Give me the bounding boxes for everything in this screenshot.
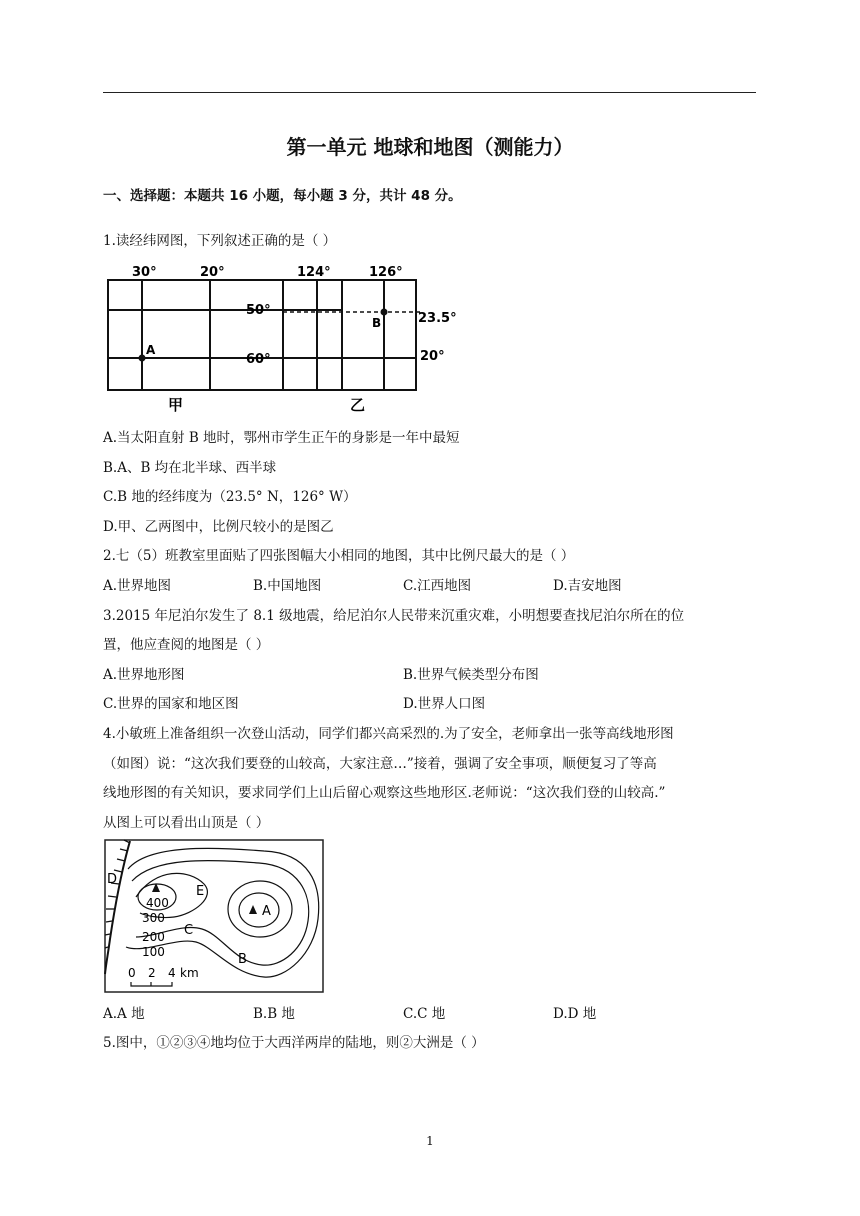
q5-stem: 5.图中，①②③④地均位于大西洋两岸的陆地，则②大洲是（ ）	[103, 1035, 485, 1051]
yi-caption: 乙	[350, 396, 366, 414]
q1-stem: 1.读经纬网图，下列叙述正确的是（ ）	[103, 233, 337, 249]
scale-unit: km	[180, 966, 199, 980]
point-a-dot	[139, 355, 146, 362]
q3-option-a: A.世界地形图	[103, 667, 185, 683]
q4-option-b: B.B 地	[253, 1006, 295, 1022]
contour-map-figure	[104, 839, 326, 995]
q1-option-b: B.A、B 均在北半球、西半球	[103, 460, 277, 476]
point-b-label-map: B	[238, 952, 247, 967]
q2-stem: 2.七（5）班教室里面贴了四张图幅大小相同的地图，其中比例尺最大的是（ ）	[103, 548, 575, 564]
contour-label-200: 200	[142, 930, 165, 944]
q2-option-c: C.江西地图	[403, 578, 472, 594]
q3-stem-line2: 置，他应查阅的地图是（ ）	[103, 637, 270, 653]
jia-caption: 甲	[168, 396, 184, 414]
contour-label-100: 100	[142, 945, 165, 959]
yi-lat-top: 23.5°	[418, 311, 457, 326]
q2-option-b: B.中国地图	[253, 578, 322, 594]
q2-option-d: D.吉安地图	[553, 578, 622, 594]
jia-lat-top: 50°	[246, 303, 271, 318]
page-number: 1	[426, 1134, 434, 1148]
q1-option-a: A.当太阳直射 B 地时，鄂州市学生正午的身影是一年中最短	[103, 430, 460, 446]
point-e-label-map: E	[196, 884, 205, 899]
point-b-label: B	[372, 316, 382, 330]
contour-label-300: 300	[142, 911, 165, 925]
q3-option-d: D.世界人口图	[403, 696, 486, 712]
jia-lon-right: 20°	[200, 265, 225, 280]
section-heading: 一、选择题：本题共 16 小题，每小题 3 分，共计 48 分。	[103, 188, 462, 204]
header-rule	[103, 92, 756, 93]
q4-stem-line3: 线地形图的有关知识，要求同学们上山后留心观察这些地形区.老师说：“这次我们登的山较高.”	[103, 785, 666, 801]
q1-option-c: C.B 地的经纬度为（23.5° N，126° W）	[103, 489, 357, 505]
q4-stem-line4: 从图上可以看出山顶是（ ）	[103, 815, 270, 831]
q4-option-a: A.A 地	[103, 1006, 145, 1022]
yi-lon-left: 124°	[297, 265, 331, 280]
point-d-label-map: D	[107, 872, 118, 887]
q3-option-c: C.世界的国家和地区图	[103, 696, 239, 712]
point-c-label-map: C	[184, 923, 194, 938]
contour-label-400: 400	[146, 896, 169, 910]
jia-lat-bottom: 60°	[246, 352, 271, 367]
point-a-label: A	[146, 343, 156, 357]
page-title: 第一单元 地球和地图（测能力）	[286, 135, 574, 159]
q3-option-b: B.世界气候类型分布图	[403, 667, 539, 683]
q1-option-d: D.甲、乙两图中，比例尺较小的是图乙	[103, 519, 334, 535]
q3-stem-line1: 3.2015 年尼泊尔发生了 8.1 级地震，给尼泊尔人民带来沉重灾难，小明想要查找尼泊尔所在的位	[103, 608, 685, 624]
scale-tick-4: 4	[168, 966, 176, 980]
point-b-dot	[381, 309, 388, 316]
q4-stem-line1: 4.小敏班上准备组织一次登山活动，同学们都兴高采烈的.为了安全，老师拿出一张等高线地形图	[103, 726, 674, 742]
q4-stem-line2: （如图）说：“这次我们要登的山较高，大家注意…”接着，强调了安全事项，顺便复习了等高	[103, 756, 657, 772]
yi-lon-right: 126°	[369, 265, 403, 280]
yi-lat-bottom: 20°	[420, 349, 445, 364]
scale-tick-2: 2	[148, 966, 156, 980]
q1-latlon-figure	[100, 262, 470, 417]
q4-option-d: D.D 地	[553, 1006, 597, 1022]
grid-jia	[108, 280, 342, 390]
point-a-label-map: A	[262, 904, 271, 919]
q2-option-a: A.世界地图	[103, 578, 172, 594]
jia-lon-left: 30°	[132, 265, 157, 280]
grid-yi	[283, 280, 416, 390]
scale-tick-0: 0	[128, 966, 136, 980]
q4-option-c: C.C 地	[403, 1006, 446, 1022]
